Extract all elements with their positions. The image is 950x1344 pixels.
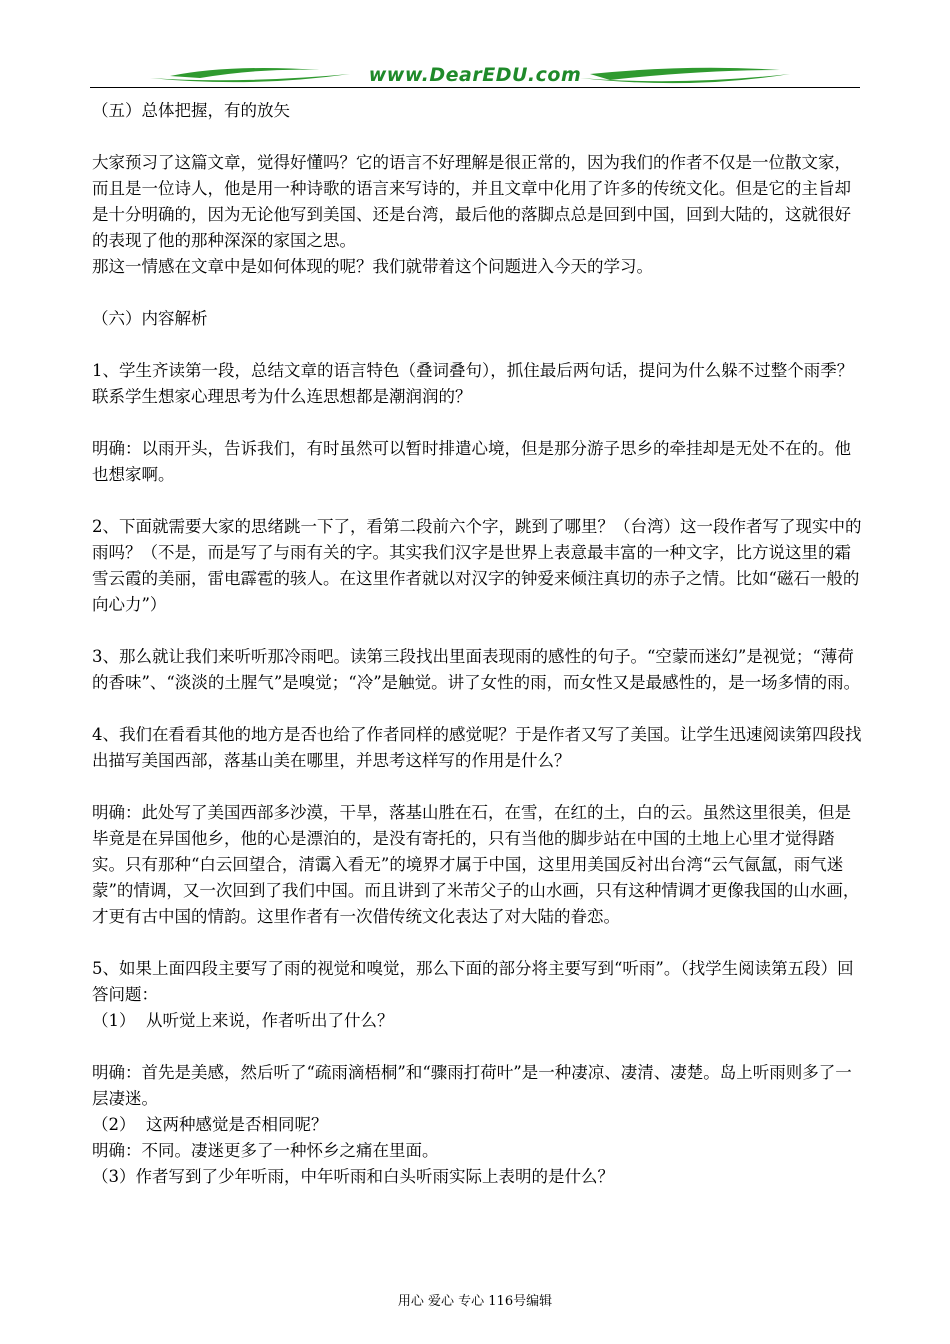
blank-line [92,410,862,436]
paragraph: （五）总体把握，有的放矢 [92,101,290,120]
paragraph: 明确：以雨开头，告诉我们，有时虽然可以暂时排遣心境，但是那分游子思乡的牵挂却是无处不在的。他也想家啊。 [92,439,851,484]
paragraph: （3）作者写到了少年听雨，中年听雨和白头听雨实际上表明的是什么？ [92,1167,614,1186]
blank-line [92,124,862,150]
paragraph: 明确：此处写了美国西部多沙漠，干旱，落基山胜在石，在雪，在红的土，白的云。虽然这里很美，但是毕竟是在异国他乡，他的心是漂泊的，是没有寄托的，只有当他的脚步站在中国的土地上心里才觉得踏实。只有那种“白云回望合，清霭入看无”的境界才属于中国，这里用美国反衬出台湾“云气氤氲，雨气迷蒙”的情调，又一次回到了我们中国。而且讲到了米芾父子的山水画，只有这种情调才更像我国的山水画，才更有古中国的情韵。这里作者有一次借传统文化表达了对大陆的眷恋。 [92,803,860,926]
paragraph: 4、我们在看看其他的地方是否也给了作者同样的感觉呢？于是作者又写了美国。让学生迅速阅读第四段找出描写美国西部，落基山美在哪里，并思考这样写的作用是什么？ [92,725,862,770]
paragraph: （1） 从听觉上来说，作者听出了什么？ [92,1011,394,1030]
site-url: www.DearEDU.com [368,64,582,86]
blank-line [92,696,862,722]
paragraph: （2） 这两种感觉是否相同呢？ [92,1115,328,1134]
header-rule [90,87,860,88]
page-header [90,62,860,92]
paragraph: 1、学生齐读第一段，总结文章的语言特色（叠词叠句），抓住最后两句话，提问为什么躲不过整个雨季？联系学生想家心理思考为什么连思想都是潮润润的？ [92,361,854,406]
paragraph: 5、如果上面四段主要写了雨的视觉和嗅觉，那么下面的部分将主要写到“听雨”。（找学生阅读第五段）回答问题： [92,959,854,1004]
paragraph: 明确：不同。凄迷更多了一种怀乡之痛在里面。 [92,1141,439,1160]
blank-line [92,930,862,956]
blank-line [92,488,862,514]
blank-line [92,618,862,644]
document-body [92,98,862,1190]
paragraph: （六）内容解析 [92,309,208,328]
paragraph: 那这一情感在文章中是如何体现的呢？我们就带着这个问题进入今天的学习。 [92,257,653,276]
blank-line [92,332,862,358]
page-footer: 用心 爱心 专心 116号编辑 [397,1294,553,1309]
blank-line [92,774,862,800]
blank-line [92,1034,862,1060]
paragraph: 大家预习了这篇文章，觉得好懂吗？它的语言不好理解是很正常的，因为我们的作者不仅是一位散文家，而且是一位诗人，他是用一种诗歌的语言来写诗的，并且文章中化用了许多的传统文化。但是它的主旨却是十分明确的，因为无论他写到美国、还是台湾，最后他的落脚点总是回到中国，回到大陆的，这就很好的表现了他的那种深深的家国之思。 [92,153,851,250]
blank-line [92,280,862,306]
paragraph: 2、下面就需要大家的思绪跳一下了，看第二段前六个字，跳到了哪里？（台湾）这一段作者写了现实中的雨吗？（不是，而是写了与雨有关的字。其实我们汉字是世界上表意最丰富的一种文字，比方说这里的霜雪云霞的美丽，雷电霹雹的骇人。在这里作者就以对汉字的钟爱来倾注真切的赤子之情。比如“磁石一般的向心力”） [92,517,862,614]
paragraph: 明确：首先是美感，然后听了“疏雨滴梧桐”和“骤雨打荷叶”是一种凄凉、凄清、凄楚。岛上听雨则多了一层凄迷。 [92,1063,852,1108]
paragraph: 3、那么就让我们来听听那冷雨吧。读第三段找出里面表现雨的感性的句子。“空蒙而迷幻”是视觉；“薄荷的香味”、“淡淡的土腥气”是嗅觉；“冷”是触觉。讲了女性的雨，而女性又是最感性的，是一场多情的雨。 [92,647,861,692]
